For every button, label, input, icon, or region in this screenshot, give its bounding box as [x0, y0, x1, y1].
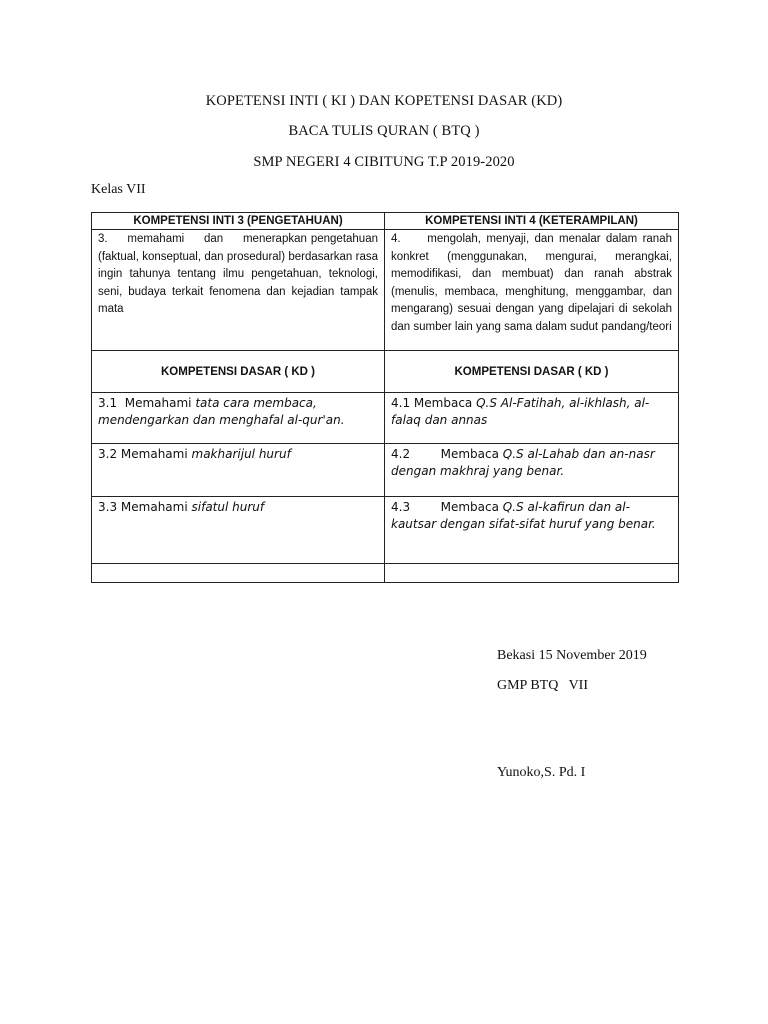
kd-number: 4.1	[391, 396, 411, 410]
kd-header-right: KOMPETENSI DASAR ( KD )	[385, 351, 679, 393]
kd-verb: Membaca	[440, 500, 499, 514]
kd-verb: Membaca	[413, 396, 473, 410]
empty-cell	[92, 564, 385, 583]
table-row-empty	[92, 564, 679, 583]
kd-number: 3.2	[98, 447, 118, 461]
competency-table	[91, 212, 679, 583]
empty-cell	[385, 564, 679, 583]
ki3-header: KOMPETENSI INTI 3 (PENGETAHUAN)	[92, 213, 385, 230]
kd-4-3	[385, 497, 679, 564]
kd-verb: Memahami	[124, 396, 192, 410]
kd-verb: Membaca	[440, 447, 499, 461]
kd-verb: Memahami	[120, 447, 188, 461]
kd-header-left: KOMPETENSI DASAR ( KD )	[92, 351, 385, 393]
kd-content: Q.S Al-Fatihah, al-ikhlash, al-falaq dan annas	[391, 396, 650, 427]
signature-role: GMP BTQ VII	[497, 678, 589, 693]
kd-number: 4.3	[391, 500, 411, 514]
kd-content: makharijul huruf	[191, 447, 291, 461]
kd-number: 4.2	[391, 447, 411, 461]
school-title: SMP NEGERI 4 CIBITUNG T.P 2019-2020	[253, 154, 515, 170]
ki3-description: 3. memahami dan menerapkan pengetahuan (faktual, konseptual, dan prosedural) berdasarkan rasa ingin tahunya tentang ilmu pengetahuan, teknologi, seni, budaya terkait fenomena dan kejadian tampak mata	[92, 230, 385, 351]
kd-number: 3.3	[98, 500, 118, 514]
table-row	[92, 444, 679, 497]
kd-content: tata cara membaca, mendengarkan dan menghafal al-qur'an.	[98, 396, 345, 427]
ki4-header: KOMPETENSI INTI 4 (KETERAMPILAN)	[385, 213, 679, 230]
kd-3-3	[92, 497, 385, 564]
kd-4-1	[385, 393, 679, 444]
subject-title: BACA TULIS QURAN ( BTQ )	[288, 123, 480, 139]
kd-3-2	[92, 444, 385, 497]
class-label: Kelas VII	[91, 182, 146, 197]
signature-place-date: Bekasi 15 November 2019	[497, 648, 647, 663]
kd-content: Q.S al-kafirun dan al-kautsar dengan sifat-sifat huruf yang benar.	[391, 500, 656, 531]
kd-verb: Memahami	[120, 500, 188, 514]
document-title: KOPETENSI INTI ( KI ) DAN KOPETENSI DASAR (KD)	[205, 93, 563, 109]
kd-content: sifatul huruf	[191, 500, 265, 514]
kd-3-1	[92, 393, 385, 444]
kd-content: Q.S al-Lahab dan an-nasr dengan makhraj yang benar.	[391, 447, 655, 478]
signature-name: Yunoko,S. Pd. I	[497, 765, 586, 780]
kd-4-2	[385, 444, 679, 497]
table-row	[92, 393, 679, 444]
kd-number: 3.1	[98, 396, 118, 410]
table-row	[92, 497, 679, 564]
ki4-description: 4. mengolah, menyaji, dan menalar dalam ranah konkret (menggunakan, mengurai, merangkai, memodifikasi, dan membuat) dan ranah abstrak (menulis, membaca, menghitung, menggambar, dan mengarang) sesuai dengan yang dipelajari di sekolah dan sumber lain yang sama dalam sudut pandang/teori	[385, 230, 679, 351]
